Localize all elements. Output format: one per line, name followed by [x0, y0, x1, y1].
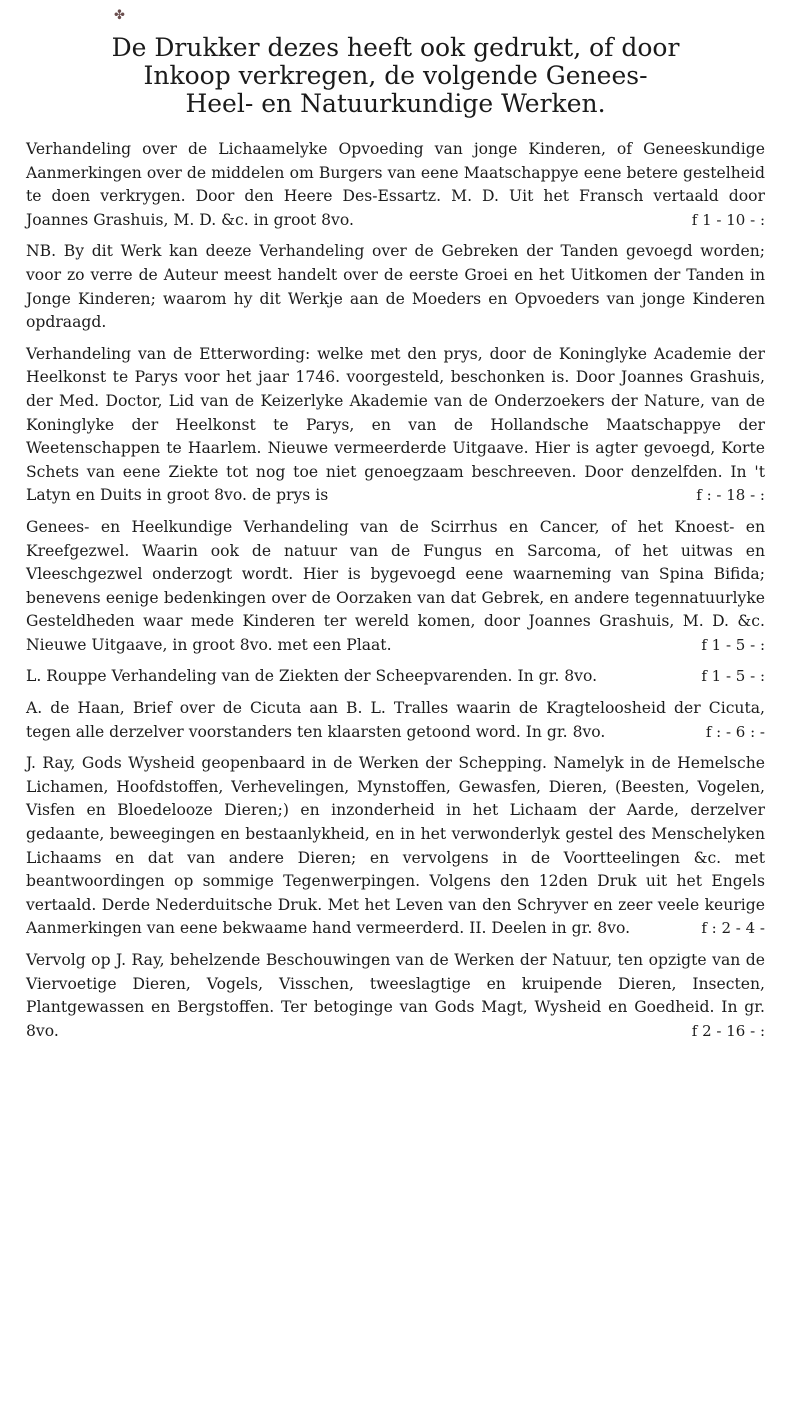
entry-text: J. Ray, Gods Wysheid geopenbaard in de Werken der Schepping. Namelyk in de Hemelsche Lichamen, Hoofdstoffen, Verhevelingen, Mynstoffen, Gewasfen, Dieren, (Beesten, Vogelen, Visfen en Bloedelooze Dieren;) en inzonderheid in het Lichaam der Aarde, derzelver gedaante, beweegingen en bestaanlykheid, en in het verwonderlyk gestel des Menschelyken Lichaams en dat van andere Dieren; en vervolgens in de Voortteelingen &c. met beantwoordingen op sommige Tegenwerpingen. Volgens den 12den Druk uit het Engels vertaald. Derde Nederduitsche Druk. Met het Leven van den Schryver en zeer veele keurige Aanmerkingen van eene bekwaame hand vermeerderd. II. Deelen in gr. 8vo. [26, 754, 765, 938]
entry-price: f : - 18 - : [696, 486, 765, 505]
ornament-mark: ✤ [114, 8, 125, 23]
entry-text: L. Rouppe Verhandeling van de Ziekten der Scheepvarenden. In gr. 8vo. [26, 667, 598, 686]
entry-text: A. de Haan, Brief over de Cicuta aan B. L. Tralles waarin de Kragteloosheid der Cicuta, tegen alle derzelver voorstanders ten klaarsten getoond word. In gr. 8vo. [26, 699, 765, 741]
entry-text: Vervolg op J. Ray, behelzende Beschouwingen van de Werken der Natuur, ten opzigte van de Viervoetige Dieren, Vogels, Visschen, tweeslagtige en kruipende Dieren, Insecten, Plantgewassen en Bergstoffen. Ter betoginge van Gods Magt, Wysheid en Goedheid. In gr. 8vo. [26, 951, 765, 1040]
entry-price: f 1 - 10 - : [691, 210, 765, 229]
catalogue-header [26, 34, 765, 118]
book-entry-cicuta [26, 697, 765, 744]
entry-price: f 1 - 5 - : [701, 635, 765, 654]
entry-text: Verhandeling van de Etterwording: welke met den prys, door de Koninglyke Academie der Heelkonst te Parys voor het jaar 1746. voorgesteld, beschonken is. Door Joannes Grashuis, der Med. Doctor, Lid van de Keizerlyke Akademie van de Onderzoekers der Nature, van de Koninglyke der Heelkonst te Parys, en van de Hollandsche Maatschappye der Weetenschappen te Haarlem. Nieuwe vermeerderde Uitgaave. Hier is agter gevoegd, Korte Schets van eene Ziekte tot nog toe niet genoegzaam beschreeven. Door denzelfden. In 't Latyn en Duits in groot 8vo. de prys is [26, 344, 765, 505]
entry-price: f : - 6 : - [705, 722, 765, 741]
entry-price: f 2 - 16 - : [691, 1021, 765, 1040]
book-entry-etterwording [26, 343, 765, 508]
book-entry-vervolg-ray [26, 949, 765, 1043]
book-entry-opvoeding [26, 138, 765, 232]
entry-text: Verhandeling over de Lichaamelyke Opvoeding van jonge Kinderen, of Geneeskundige Aanmerkingen over de middelen om Burgers van eene Maatschappye eene betere gestelheid te doen verkrygen. Door den Heere Des-Essartz. M. D. Uit het Fransch vertaald door Joannes Grashuis, M. D. &c. in groot 8vo. [26, 140, 765, 229]
header-line-1: De Drukker dezes heeft ook gedrukt, of door [111, 33, 680, 62]
entry-text: Genees- en Heelkundige Verhandeling van de Scirrhus en Cancer, of het Knoest- en Kreefgezwel. Waarin ook de natuur van de Fungus en Sarcoma, of het uitwas en Vleeschgezwel onderzogt wordt. Hier is bygevoegd eene waarneming van Spina Bifida; benevens eenige bedenkingen over de Oorzaken van dat Gebrek, en andere tegennatuurlyke Gesteldheden waar mede Kinderen ter wereld komen, door Joannes Grashuis, M. D. &c. Nieuwe Uitgaave, in groot 8vo. met een Plaat. [26, 517, 765, 654]
entry-price: f 1 - 5 - : [701, 667, 765, 686]
book-entry-scirrhus [26, 516, 765, 658]
header-line-3: Heel- en Natuurkundige Werken. [185, 89, 606, 118]
entry-text: NB. By dit Werk kan deeze Verhandeling over de Gebreken der Tanden gevoegd worden; voor zo verre de Auteur meest handelt over de eerste Groei en het Uitkomen der Tanden in Jonge Kinderen; waarom hy dit Werkje aan de Moeders en Opvoeders van jonge Kinderen opdraagd. [26, 242, 765, 332]
book-entry-note [26, 240, 765, 334]
header-line-2: Inkoop verkregen, de volgende Genees- [143, 61, 648, 90]
book-entry-rouppe [26, 665, 765, 689]
book-entry-ray [26, 752, 765, 941]
entry-price: f : 2 - 4 - [701, 919, 765, 938]
